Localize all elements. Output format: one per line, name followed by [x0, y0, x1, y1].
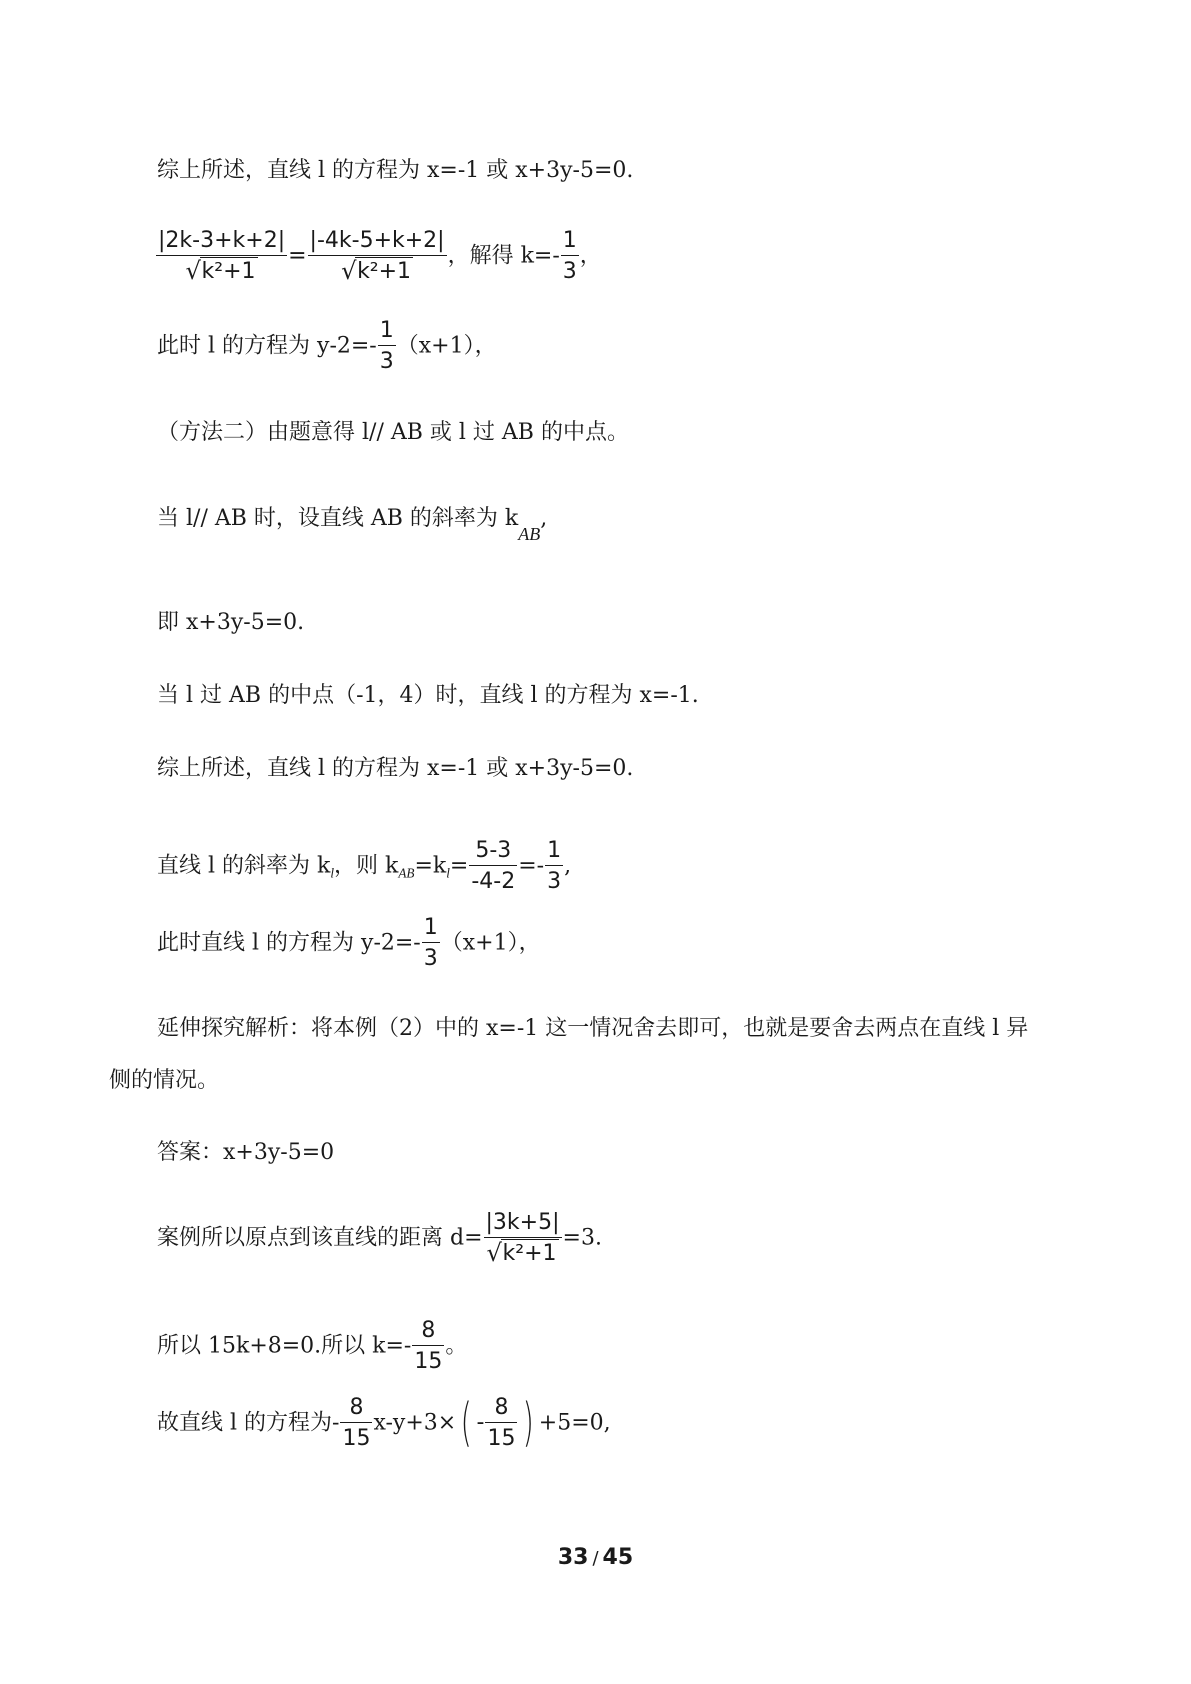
- right-paren: ): [523, 1393, 535, 1454]
- text-line-l-equation-1: 此时 l 的方程为 y-2=- $\frac{1}{3}$ （x+1），: [157, 318, 497, 375]
- page-separator: /: [592, 1548, 599, 1569]
- fraction-eight-fifteenths: $\frac{8}{15}$: [414, 1318, 443, 1375]
- formula-line-slope: 直线 l 的斜率为 $k_l$，则 $k_{AB}=k_l=$ $\frac{5-3}{-4-2}$ =- $\frac{1}{3}$ ,: [157, 838, 572, 895]
- text-line-extension-analysis: 延伸探究解析：将本例（2）中的 x=-1 这一情况舍去即可，也就是要舍去两点在直线 l 异: [157, 1016, 1029, 1041]
- fraction-slope: $\frac{5-3}{-4-2}$: [471, 838, 516, 895]
- parenthesized-fraction: ( - $\frac{8}{15}$ ): [460, 1393, 535, 1454]
- fraction-eight-fifteenths: $\frac{8}{15}$: [487, 1395, 516, 1452]
- text: 综上所述，直线 l 的方程为 x=-1 或 x+3y-5=0.: [157, 158, 634, 183]
- formula-line-distance: 案例所以原点到该直线的距离 d= |3k+5| √ k²+1 =3.: [157, 1210, 602, 1267]
- formula-line-final-equation: 故直线 l 的方程为- $\frac{8}{15}$ x-y+3× ( - $\frac{8}{15}$ ) +5=0,: [157, 1393, 611, 1454]
- fraction-one-third: $\frac{1}{3}$: [547, 838, 562, 895]
- text-line-l-equation-2: 此时直线 l 的方程为 y-2=- $\frac{1}{3}$ （x+1），: [157, 915, 541, 972]
- text-line-parallel-case: 当 l// AB 时，设直线 AB 的斜率为 $k_{AB}$,: [157, 506, 548, 545]
- page-number: [0, 1545, 1191, 1570]
- fraction-one-third: $\frac{1}{3}$: [379, 318, 394, 375]
- text-line-answer: 答案：x+3y-5=0: [157, 1140, 335, 1165]
- fraction-one-third: $\frac{1}{3}$: [423, 915, 438, 972]
- text-line-method-two: （方法二）由题意得 l// AB 或 l 过 AB 的中点。: [157, 420, 629, 445]
- text-line-midpoint-case: 当 l 过 AB 的中点（-1，4）时，直线 l 的方程为 x=-1.: [157, 683, 699, 708]
- fraction-right: |-4k-5+k+2| √ k²+1: [308, 228, 447, 285]
- formula-line-distance-equation: |2k-3+k+2| √ k²+1 = |-4k-5+k+2| √ k²+1 ，解得 k=- $\frac{1}{3}$ ，: [155, 228, 602, 285]
- fraction-eight-fifteenths: $\frac{8}{15}$: [342, 1395, 371, 1452]
- left-paren: (: [460, 1393, 472, 1454]
- fraction-left: |2k-3+k+2| √ k²+1: [156, 228, 287, 285]
- text-line-summary-1: [157, 160, 633, 182]
- text-line-result-equation: 即 x+3y-5=0.: [157, 610, 305, 635]
- page-current: 33: [557, 1545, 589, 1570]
- page-total: 45: [602, 1545, 634, 1570]
- formula-line-k-value: 所以 15k+8=0.所以 k=- $\frac{8}{15}$ 。: [157, 1318, 468, 1375]
- text-line-summary-2: 综上所述，直线 l 的方程为 x=-1 或 x+3y-5=0.: [157, 756, 634, 781]
- text-line-extension-analysis-cont: 侧的情况。: [109, 1068, 220, 1093]
- fraction-one-third: $\frac{1}{3}$: [562, 228, 577, 285]
- fraction-distance: |3k+5| √ k²+1: [484, 1210, 562, 1267]
